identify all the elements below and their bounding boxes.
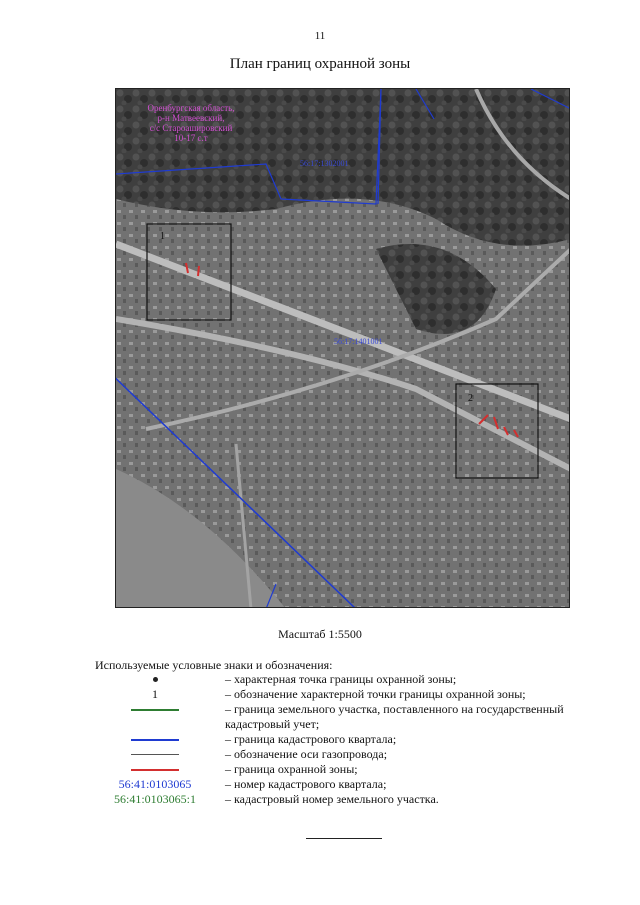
region-label: Оренбургская область, р-н Матвеевский, с/с Староашировский 10-17 с.т <box>147 103 235 143</box>
scale-label: Масштаб 1:5500 <box>278 627 362 641</box>
legend-heading: Используемые условные знаки и обозначения: <box>95 658 333 672</box>
legend-item-point-number: 1 – обозначение характерной точки границы охранной зоны; <box>152 687 526 701</box>
page-number: 11 <box>314 30 326 42</box>
boundary-point-icon <box>153 677 158 682</box>
legend-item-protection-zone: – граница охранной зоны; <box>95 762 605 777</box>
quarter-label-north: 56:17:1302001 <box>300 159 349 168</box>
legend-item-parcel-boundary: – граница земельного участка, поставленного на государственный кадастровый учет; <box>95 702 605 732</box>
legend-item-gas-axis: – обозначение оси газопровода; <box>95 747 605 762</box>
legend-item-quarter-boundary: – граница кадастрового квартала; <box>95 732 605 747</box>
signature-line <box>306 838 382 839</box>
point-label-2: 2 <box>468 393 473 404</box>
blue-line-icon <box>131 739 179 741</box>
legend-item-quarter-number: 56:41:0103065 – номер кадастрового квартала; <box>118 777 387 791</box>
green-line-icon <box>131 709 179 711</box>
point-label-1: 1 <box>160 231 165 242</box>
quarter-label-central: 56:17:1401001 <box>334 337 383 346</box>
red-line-icon <box>131 769 179 771</box>
aerial-map[interactable] <box>115 88 570 608</box>
legend-item-parcel-number: 56:41:0103065:1 – кадастровый номер земельного участка. <box>113 792 439 806</box>
legend-item-point: – характерная точка границы охранной зоны; <box>95 672 605 687</box>
legend <box>95 672 605 807</box>
plan-title: План границ охранной зоны <box>229 56 411 72</box>
gray-line-icon <box>131 754 179 755</box>
